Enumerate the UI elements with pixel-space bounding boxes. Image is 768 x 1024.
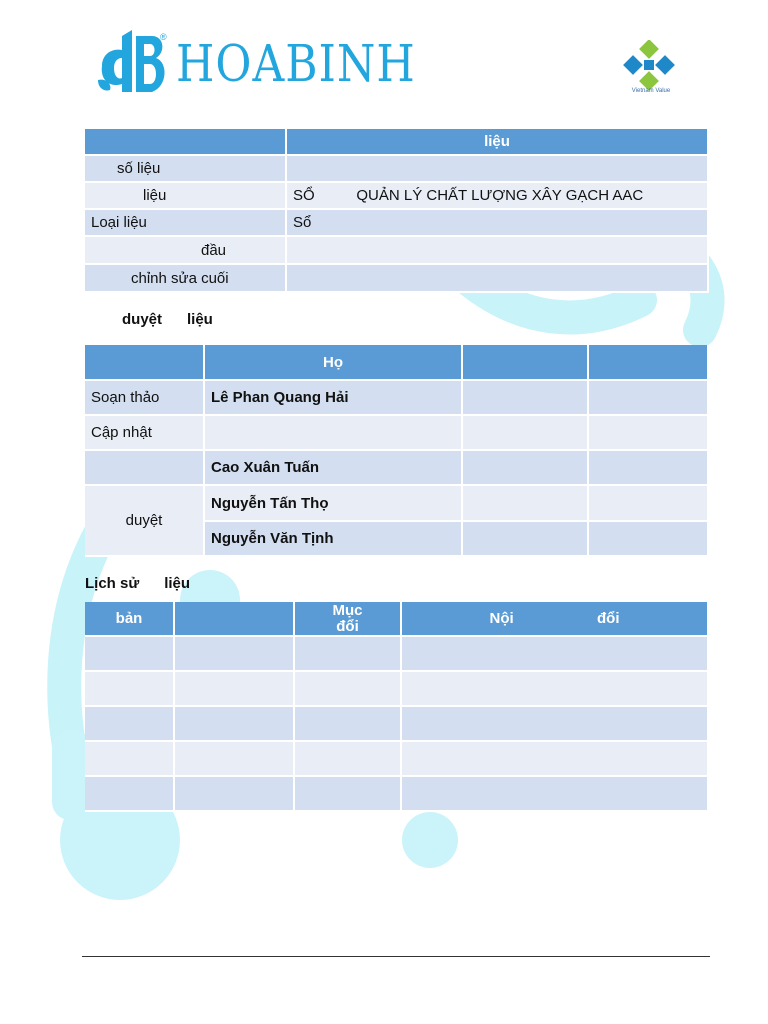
document-info-table (85, 129, 709, 293)
empty-cell (85, 742, 175, 777)
empty-cell (402, 707, 709, 742)
table-row (85, 381, 709, 416)
header-cell: liệu (287, 129, 709, 156)
person-name: Nguyễn Văn Tịnh (205, 522, 463, 557)
approval-section-title: duyệt liệu (122, 311, 213, 328)
empty-cell (402, 637, 709, 672)
person-name: Nguyễn Tấn Thọ (205, 486, 463, 522)
table-row (85, 416, 709, 451)
empty-cell (85, 637, 175, 672)
empty-cell (589, 451, 709, 486)
empty-cell (175, 742, 295, 777)
empty-cell (463, 522, 589, 557)
field-label: chỉnh sửa cuối (85, 265, 287, 293)
header-cell (85, 345, 205, 381)
footer-divider (82, 956, 710, 957)
registered-mark: ® (160, 32, 167, 42)
empty-cell (463, 486, 589, 522)
partner-caption: Vietnam Value (631, 88, 671, 94)
header-cell (175, 602, 295, 637)
empty-cell (463, 381, 589, 416)
table-row (85, 707, 709, 742)
table-row (85, 637, 709, 672)
approval-table (85, 345, 709, 557)
field-value: Sổ (287, 210, 709, 237)
role-cell: Soạn thảo (85, 381, 205, 416)
role-cell (85, 451, 205, 486)
empty-cell (402, 777, 709, 812)
empty-cell (175, 672, 295, 707)
person-name (205, 416, 463, 451)
header-cell: Họ (205, 345, 463, 381)
field-label: liệu (85, 183, 287, 210)
table-row (85, 265, 709, 293)
role-cell: Cập nhật (85, 416, 205, 451)
table-row (85, 156, 709, 183)
header-cell (589, 345, 709, 381)
empty-cell (402, 742, 709, 777)
history-section-title: Lịch sử liệu (85, 575, 191, 592)
empty-cell (85, 672, 175, 707)
empty-cell (175, 777, 295, 812)
empty-cell (589, 522, 709, 557)
field-value (287, 156, 709, 183)
empty-cell (295, 672, 402, 707)
table-header-row (85, 129, 709, 156)
empty-cell (295, 742, 402, 777)
field-value (287, 265, 709, 293)
empty-cell (295, 777, 402, 812)
empty-cell (85, 707, 175, 742)
table-row (85, 486, 709, 522)
table-row (85, 451, 709, 486)
role-cell: duyệt (85, 486, 205, 557)
header-cell: bản (85, 602, 175, 637)
empty-cell (589, 486, 709, 522)
empty-cell (589, 416, 709, 451)
table-header-row (85, 345, 709, 381)
table-row (85, 210, 709, 237)
hoabinh-logo-icon (92, 26, 170, 96)
header-cell: Nội đổi (402, 602, 709, 637)
field-label: đầu (85, 237, 287, 265)
table-row (85, 777, 709, 812)
empty-cell (402, 672, 709, 707)
field-value: SỔ QUẢN LÝ CHẤT LƯỢNG XÂY GẠCH AAC (287, 183, 709, 210)
table-header-row (85, 602, 709, 637)
revision-history-table (85, 602, 709, 812)
table-row (85, 672, 709, 707)
empty-cell (295, 707, 402, 742)
field-value (287, 237, 709, 265)
field-label: số liệu (85, 156, 287, 183)
empty-cell (589, 381, 709, 416)
empty-cell (463, 451, 589, 486)
person-name: Lê Phan Quang Hải (205, 381, 463, 416)
empty-cell (295, 637, 402, 672)
brand-name: HOABINH (176, 34, 416, 94)
header-cell: Mục đổi (295, 602, 402, 637)
header-cell (463, 345, 589, 381)
header-cell (85, 129, 287, 156)
empty-cell (85, 777, 175, 812)
person-name: Cao Xuân Tuấn (205, 451, 463, 486)
empty-cell (463, 416, 589, 451)
table-row (85, 742, 709, 777)
field-label: Loại liệu (85, 210, 287, 237)
empty-cell (175, 707, 295, 742)
table-row (85, 183, 709, 210)
table-row (85, 237, 709, 265)
empty-cell (175, 637, 295, 672)
